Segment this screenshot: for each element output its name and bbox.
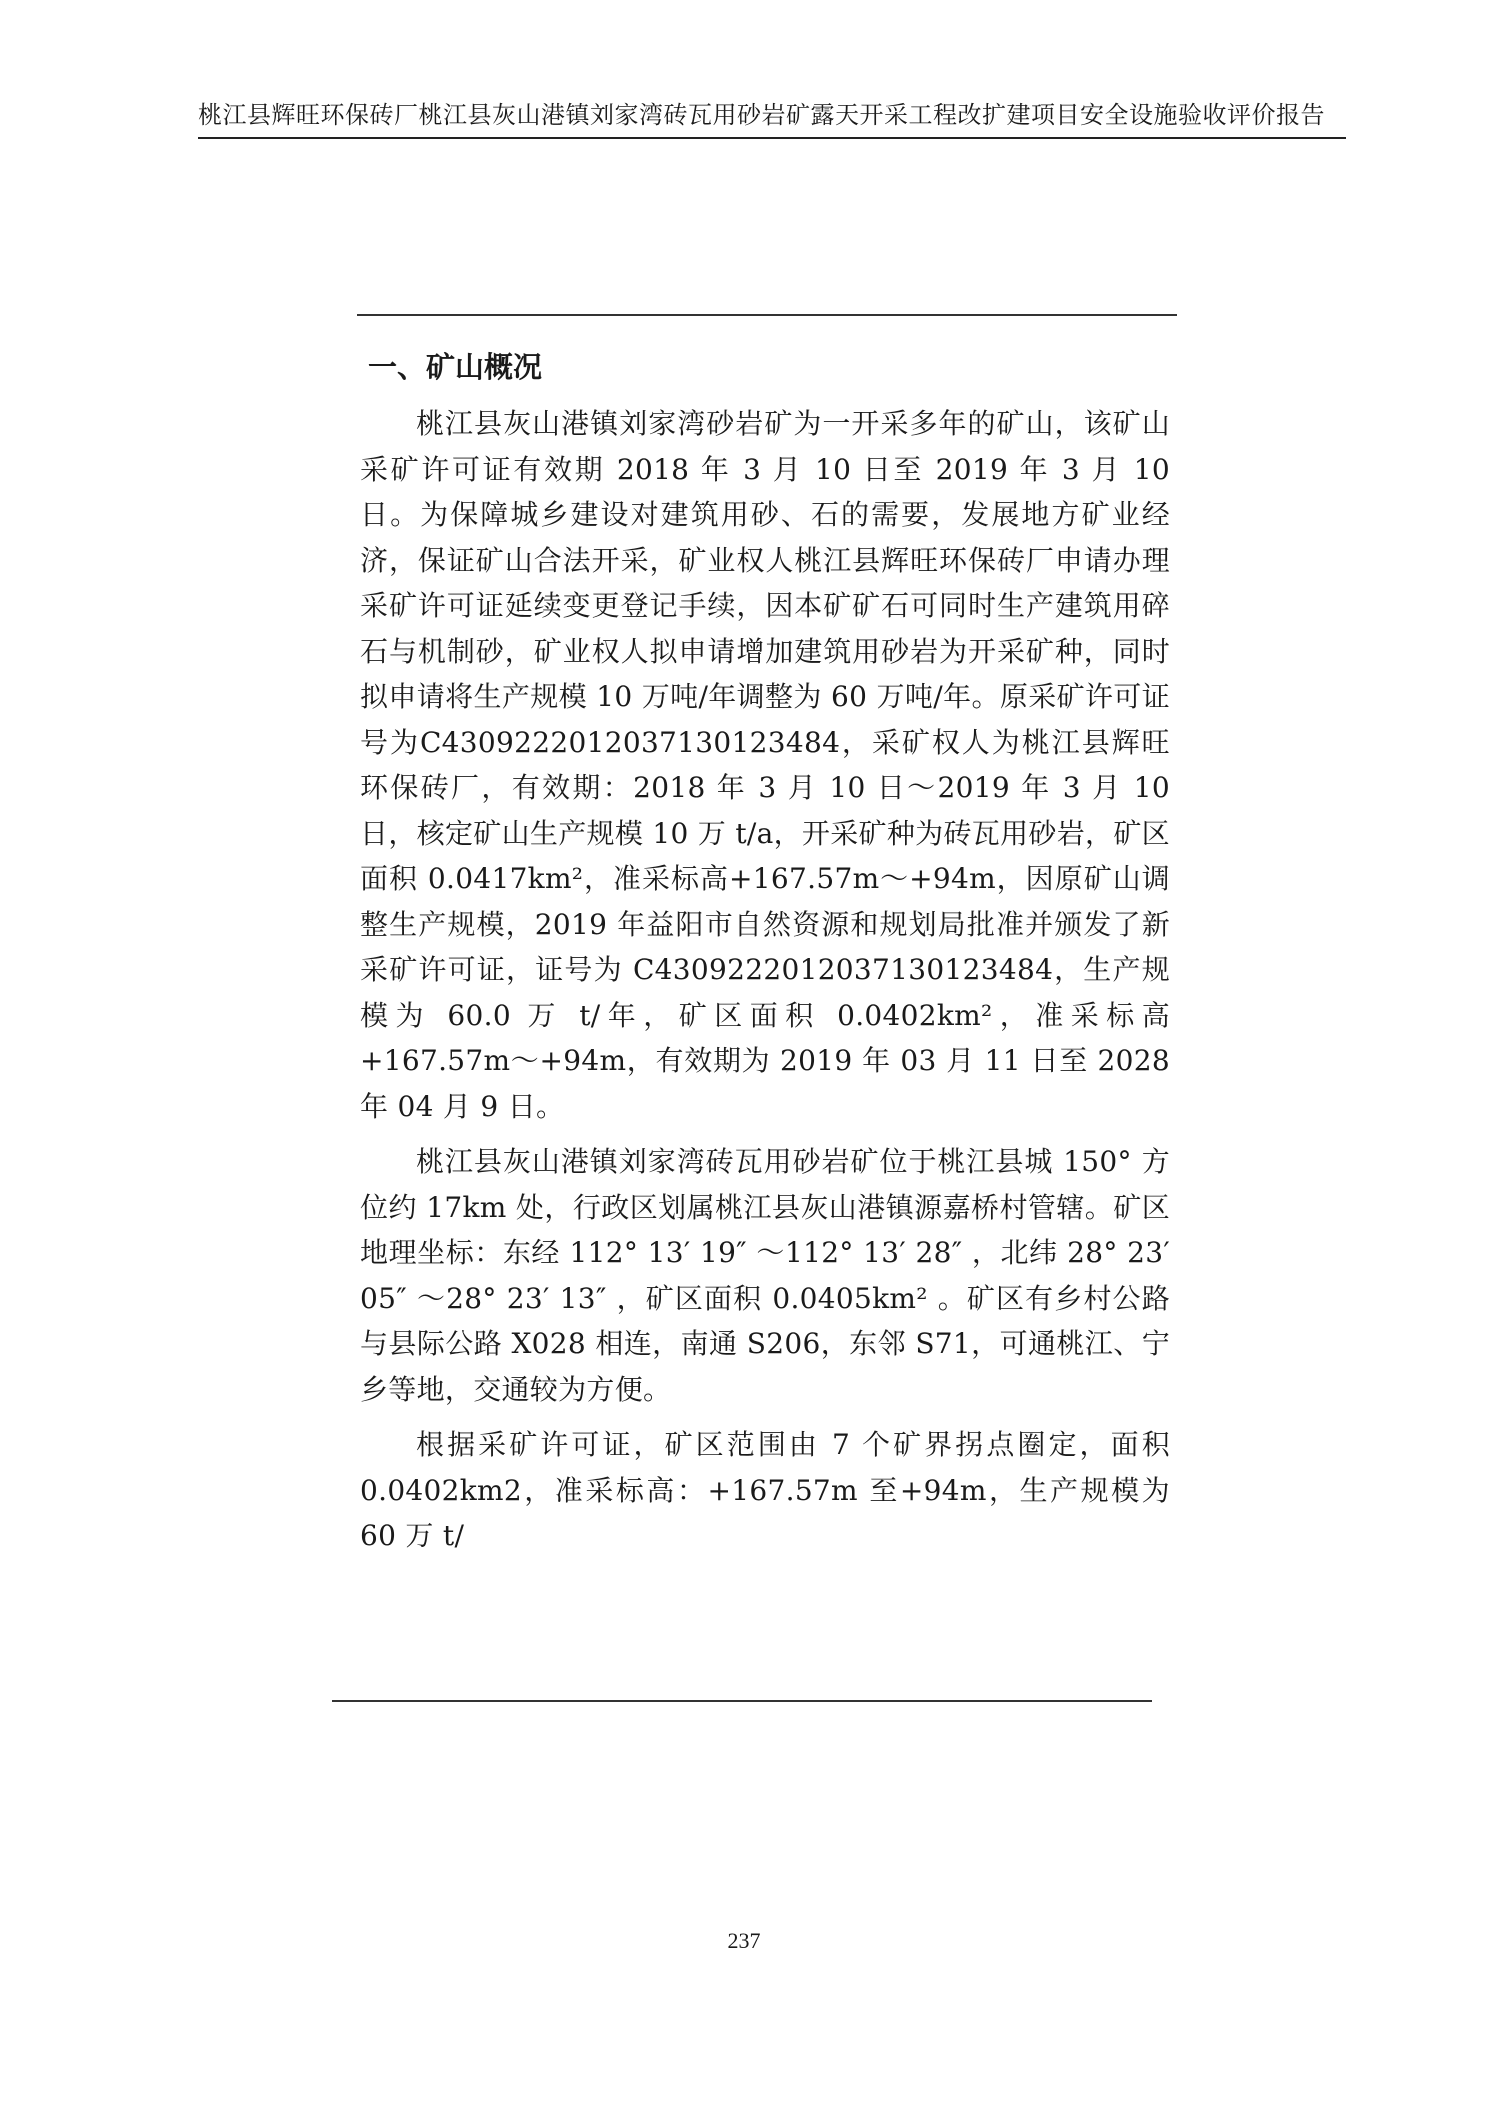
paragraph-1: 桃江县灰山港镇刘家湾砂岩矿为一开采多年的矿山，该矿山采矿许可证有效期 2018 年 3 月 10 日至 2019 年 3 月 10 日。为保障城乡建设对建筑用砂、石的需要，发展地方矿业经济，保证矿山合法开采，矿业权人桃江县辉旺环保砖厂申请办理采矿许可证延续变更登记手续，因本矿矿石可同时生产建筑用碎石与机制砂，矿业权人拟申请增加建筑用砂岩为开采矿种，同时拟申请将生产规模 10 万吨/年调整为 60 万吨/年。原采矿许可证号为C4309222012037130123484，采矿权人为桃江县辉旺环保砖厂，有效期：2018 年 3 月 10 日～2019 年 3 月 10 日，核定矿山生产规模 10 万 t/a，开采矿种为砖瓦用砂岩，矿区面积 0.0417km²，准采标高+167.57m～+94m，因原矿山调整生产规模，2019 年益阳市自然资源和规划局批准并颁发了新采矿许可证，证号为 C4309222012037130123484，生产规模为 60.0 万 t/年，矿区面积 0.0402km²，准采标高+167.57m～+94m，有效期为 2019 年 03 月 11 日至 2028 年 04 月 9 日。	[360, 407, 1170, 1123]
page-number: 237	[727, 1928, 761, 1953]
running-header: 桃江县辉旺环保砖厂桃江县灰山港镇刘家湾砖瓦用砂岩矿露天开采工程改扩建项目安全设施验收评价报告	[198, 101, 1325, 129]
content-top-rule	[357, 314, 1177, 316]
page-body	[360, 345, 1170, 1569]
header-rule	[198, 137, 1346, 139]
section-title: 一、矿山概况	[368, 350, 543, 384]
paragraph-2: 桃江县灰山港镇刘家湾砖瓦用砂岩矿位于桃江县城 150° 方位约 17km 处，行政区划属桃江县灰山港镇源嘉桥村管辖。矿区地理坐标：东经 112° 13′ 19″ ～112° 13′ 28″ ，北纬 28° 23′ 05″ ～28° 23′ 13″ ，矿区面积 0.0405km² 。矿区有乡村公路与县际公路 X028 相连，南通 S206，东邻 S71，可通桃江、宁乡等地，交通较为方便。	[360, 1145, 1170, 1406]
content-bottom-rule	[332, 1700, 1152, 1702]
paragraph-3: 根据采矿许可证，矿区范围由 7 个矿界拐点圈定，面积0.0402km2，准采标高：+167.57m 至+94m，生产规模为 60 万 t/	[360, 1428, 1170, 1552]
